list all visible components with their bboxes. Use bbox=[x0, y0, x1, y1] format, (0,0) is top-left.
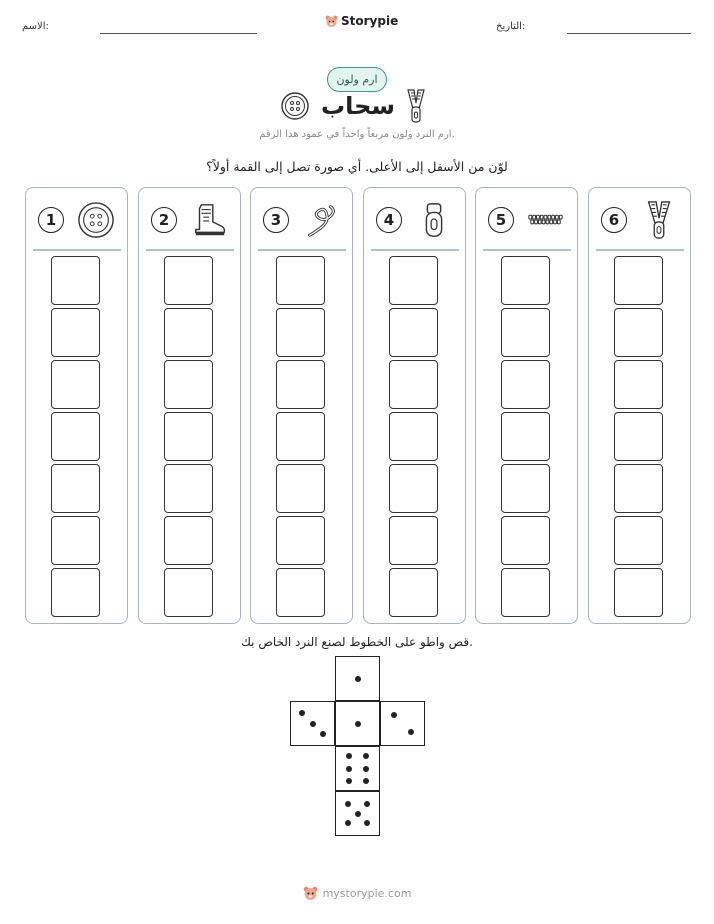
die-pip bbox=[364, 820, 370, 826]
instruction-text: لوّن من الأسفل إلى الأعلى. أي صورة تصل إلى القمة أولاً؟ bbox=[206, 159, 508, 174]
column-header bbox=[32, 197, 120, 243]
color-squares bbox=[501, 256, 550, 620]
die-face bbox=[290, 701, 335, 746]
subtitle: ارم النرد ولون مربعاً واحداً في عمود هذا الرقم. bbox=[259, 129, 455, 140]
column-number: 5 bbox=[488, 207, 514, 233]
die-pip bbox=[346, 766, 352, 772]
column-header bbox=[145, 197, 233, 243]
color-square[interactable] bbox=[164, 256, 213, 305]
footer-url: mystorypie.com bbox=[322, 887, 412, 900]
footer bbox=[300, 886, 414, 901]
column-number: 4 bbox=[376, 207, 402, 233]
storypie-bear-icon bbox=[325, 15, 338, 28]
color-square[interactable] bbox=[501, 412, 550, 461]
activity-badge: ارم ولون bbox=[327, 67, 387, 92]
color-square[interactable] bbox=[51, 464, 100, 513]
die-pip bbox=[345, 820, 351, 826]
color-square[interactable] bbox=[501, 360, 550, 409]
die-pip bbox=[391, 712, 397, 718]
color-square[interactable] bbox=[389, 516, 438, 565]
color-square[interactable] bbox=[389, 360, 438, 409]
color-squares bbox=[164, 256, 213, 620]
column-divider bbox=[33, 249, 121, 251]
color-squares bbox=[614, 256, 663, 620]
color-squares bbox=[276, 256, 325, 620]
name-line[interactable] bbox=[100, 33, 257, 34]
color-square[interactable] bbox=[501, 308, 550, 357]
zipper-icon bbox=[639, 200, 679, 240]
color-square[interactable] bbox=[164, 360, 213, 409]
column-number: 1 bbox=[38, 207, 64, 233]
color-square[interactable] bbox=[51, 412, 100, 461]
die-pip bbox=[346, 753, 352, 759]
die-pip bbox=[363, 766, 369, 772]
color-square[interactable] bbox=[276, 516, 325, 565]
column-divider bbox=[483, 249, 571, 251]
color-square[interactable] bbox=[389, 464, 438, 513]
column-number: 3 bbox=[263, 207, 289, 233]
storypie-bear-icon bbox=[303, 886, 318, 901]
die-face bbox=[380, 701, 425, 746]
color-square[interactable] bbox=[164, 464, 213, 513]
die-pip bbox=[299, 710, 305, 716]
column-3 bbox=[250, 187, 353, 624]
column-6 bbox=[588, 187, 691, 624]
color-square[interactable] bbox=[276, 256, 325, 305]
color-square[interactable] bbox=[389, 412, 438, 461]
brand-logo bbox=[325, 14, 398, 28]
color-square[interactable] bbox=[614, 412, 663, 461]
color-square[interactable] bbox=[614, 308, 663, 357]
cut-instruction: قص واطو على الخطوط لصنع النرد الخاص بك. bbox=[241, 635, 473, 649]
color-square[interactable] bbox=[501, 256, 550, 305]
color-square[interactable] bbox=[389, 256, 438, 305]
zipper-teeth-icon bbox=[526, 200, 566, 240]
column-1 bbox=[25, 187, 128, 624]
color-square[interactable] bbox=[276, 412, 325, 461]
column-header bbox=[595, 197, 683, 243]
die-pip bbox=[355, 811, 361, 817]
button-icon bbox=[280, 91, 310, 121]
color-square[interactable] bbox=[276, 464, 325, 513]
die-pip bbox=[345, 801, 351, 807]
color-squares bbox=[51, 256, 100, 620]
die-pip bbox=[310, 721, 316, 727]
color-square[interactable] bbox=[501, 464, 550, 513]
die-pip bbox=[355, 676, 361, 682]
die-pip bbox=[408, 729, 414, 735]
color-square[interactable] bbox=[614, 464, 663, 513]
color-square[interactable] bbox=[389, 308, 438, 357]
color-square[interactable] bbox=[276, 308, 325, 357]
brand-name: Storypie bbox=[341, 14, 399, 28]
column-number: 6 bbox=[601, 207, 627, 233]
color-square[interactable] bbox=[164, 516, 213, 565]
color-square[interactable] bbox=[164, 568, 213, 617]
column-4 bbox=[363, 187, 466, 624]
color-square[interactable] bbox=[164, 412, 213, 461]
color-square[interactable] bbox=[51, 516, 100, 565]
color-square[interactable] bbox=[501, 568, 550, 617]
die-face bbox=[335, 791, 380, 836]
color-square[interactable] bbox=[614, 256, 663, 305]
die-pip bbox=[364, 801, 370, 807]
column-divider bbox=[371, 249, 459, 251]
die-face bbox=[335, 746, 380, 791]
color-square[interactable] bbox=[614, 516, 663, 565]
die-pip bbox=[355, 721, 361, 727]
column-divider bbox=[596, 249, 684, 251]
die-pip bbox=[363, 778, 369, 784]
color-square[interactable] bbox=[614, 360, 663, 409]
button-icon bbox=[76, 200, 116, 240]
color-square[interactable] bbox=[51, 256, 100, 305]
date-label: التاريخ: bbox=[496, 21, 526, 32]
date-line[interactable] bbox=[567, 33, 691, 34]
color-square[interactable] bbox=[614, 568, 663, 617]
column-header bbox=[257, 197, 345, 243]
color-squares bbox=[389, 256, 438, 620]
color-square[interactable] bbox=[501, 516, 550, 565]
color-square[interactable] bbox=[389, 568, 438, 617]
column-2 bbox=[138, 187, 241, 624]
rope-knot-icon bbox=[301, 200, 341, 240]
die-pip bbox=[320, 731, 326, 737]
name-label: الاسم: bbox=[22, 21, 49, 32]
boot-icon bbox=[189, 200, 229, 240]
die-face bbox=[335, 656, 380, 701]
column-header bbox=[370, 197, 458, 243]
color-square[interactable] bbox=[276, 360, 325, 409]
die-face bbox=[335, 701, 380, 746]
color-square[interactable] bbox=[51, 308, 100, 357]
die-pip bbox=[363, 753, 369, 759]
page-title: سحاب bbox=[320, 92, 396, 120]
column-5 bbox=[475, 187, 578, 624]
color-square[interactable] bbox=[164, 308, 213, 357]
color-square[interactable] bbox=[51, 568, 100, 617]
color-square[interactable] bbox=[276, 568, 325, 617]
zipper-icon bbox=[404, 89, 428, 123]
column-divider bbox=[258, 249, 346, 251]
column-header bbox=[482, 197, 570, 243]
zipper-pull-icon bbox=[414, 200, 454, 240]
column-divider bbox=[146, 249, 234, 251]
column-number: 2 bbox=[151, 207, 177, 233]
die-pip bbox=[346, 778, 352, 784]
color-square[interactable] bbox=[51, 360, 100, 409]
